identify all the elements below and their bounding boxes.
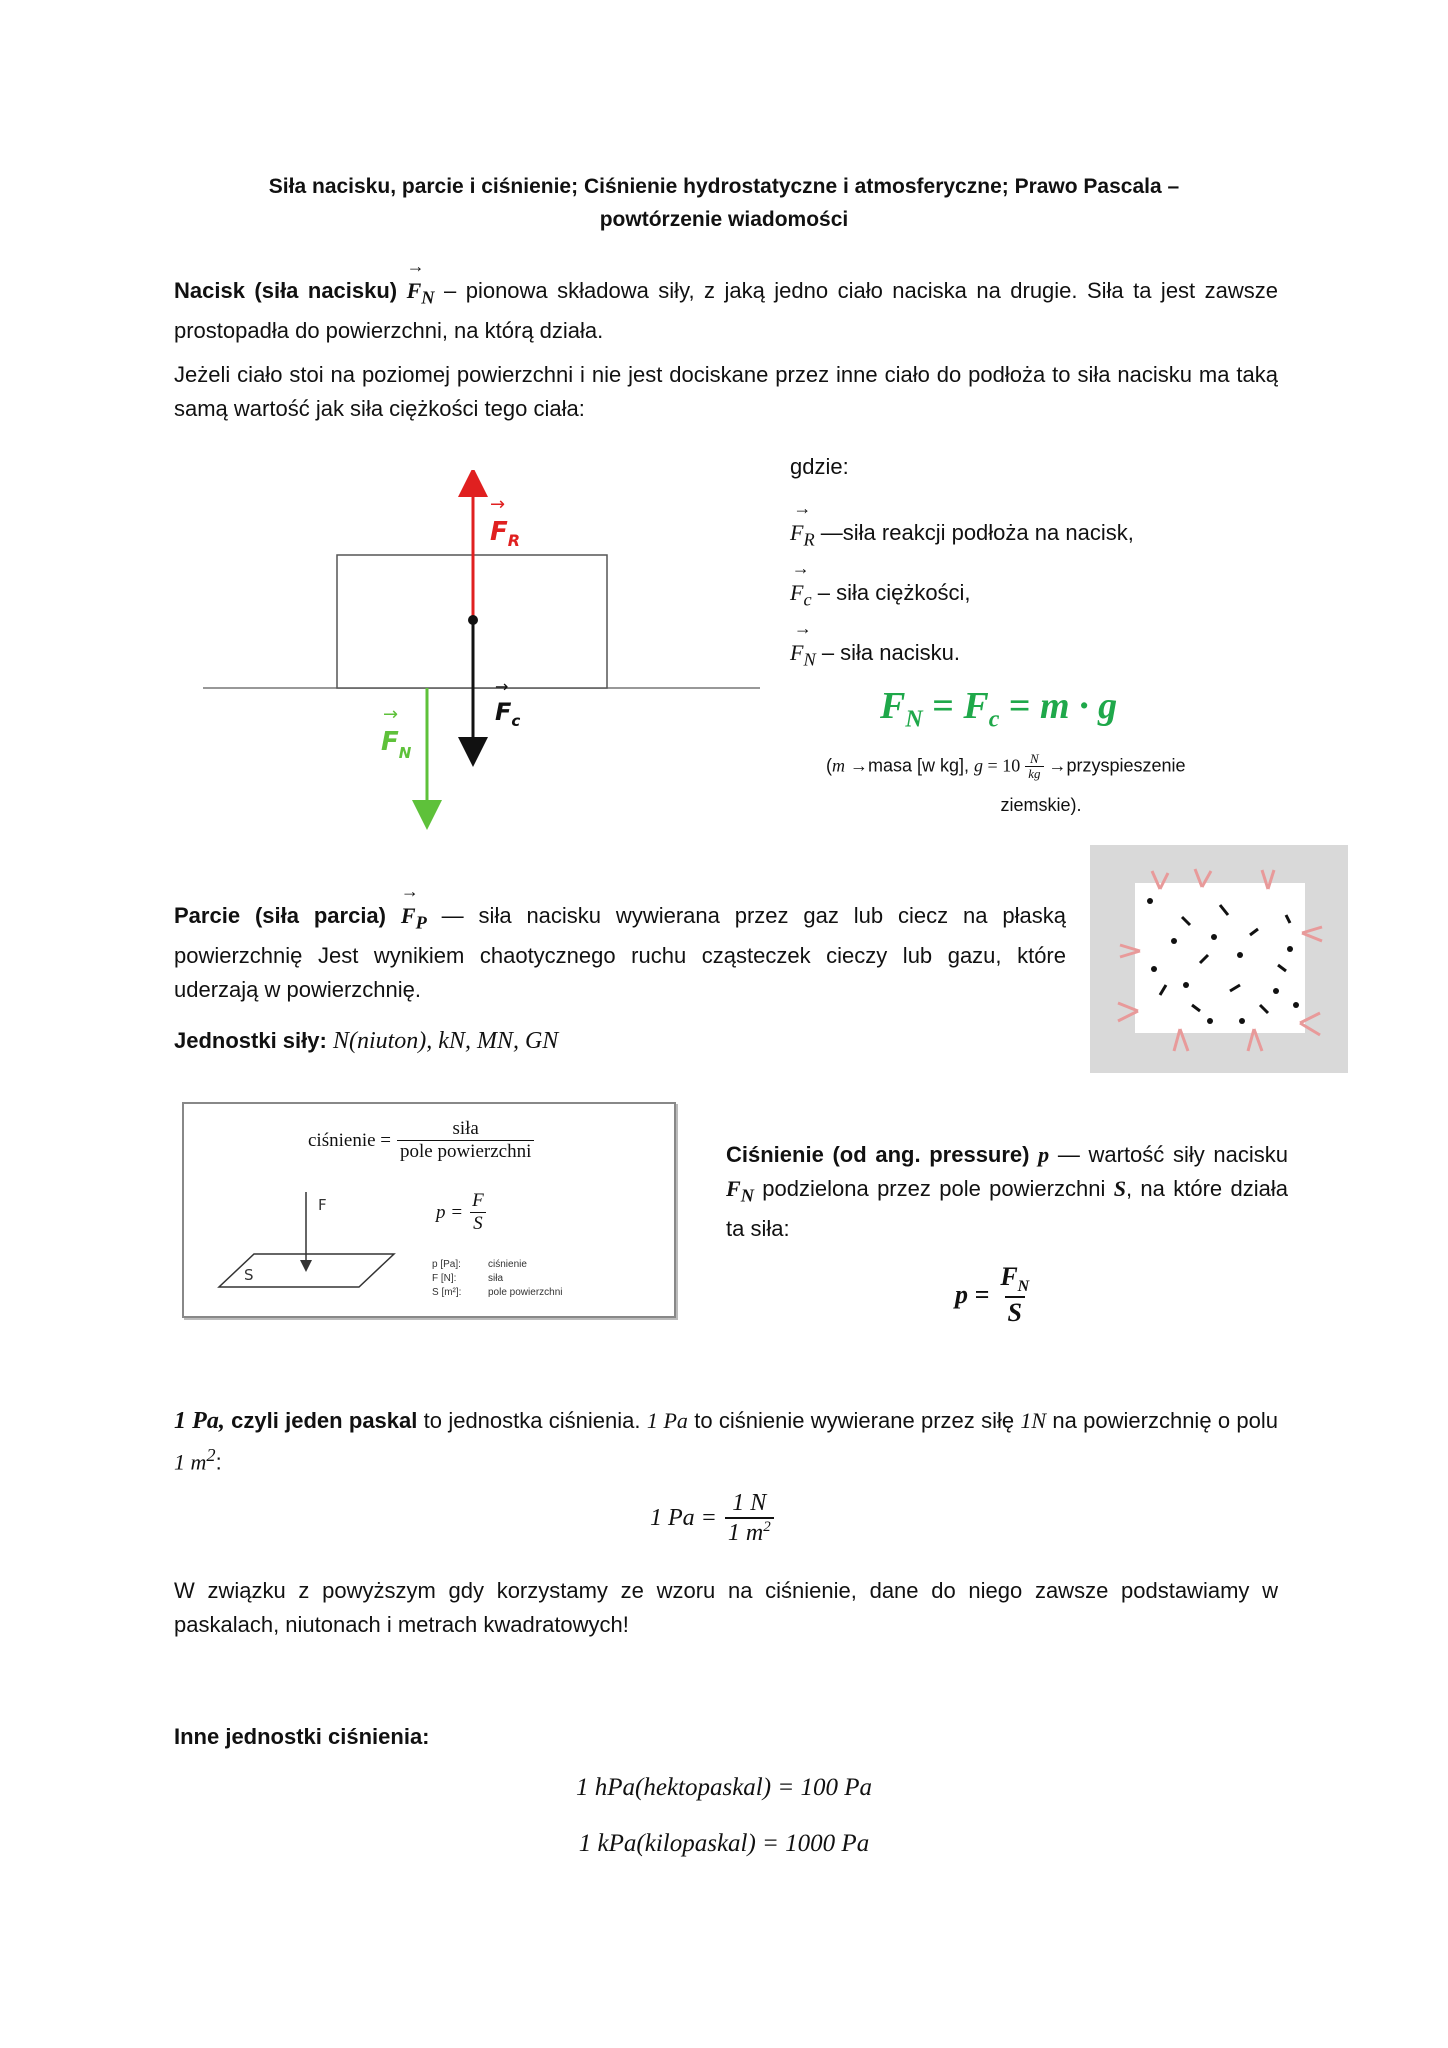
- label-fn: $F_N$: [381, 727, 412, 762]
- formula-note-line-2: ziemskie).: [1000, 795, 1082, 815]
- svg-text:F: F: [318, 1196, 327, 1214]
- nacisk-definition: [174, 268, 1278, 348]
- plane-with-force: [214, 1184, 414, 1294]
- legend-item-fc: → $F_c$ – siła ciężkości,: [790, 570, 971, 616]
- parcie-term: Parcie (siła parcia): [174, 903, 386, 928]
- other-units-heading: Inne jednostki ciśnienia:: [174, 1724, 430, 1749]
- pressure-formula: p = $\frac{F_N}{S}$: [955, 1262, 1030, 1328]
- page-title-line-1: Siła nacisku, parcie i ciśnienie; Ciśnienie hydrostatyczne i atmosferyczne; Prawo Pascala –: [268, 175, 1180, 198]
- parcie-definition: [174, 893, 1066, 1007]
- nacisk-paragraph-2: Jeżeli ciało stoi na poziomej powierzchni i nie jest dociskane przez inne ciało do podłoża to siła nacisku ma taką samą wartość jak siła ciężkości tego ciała:: [174, 362, 1278, 421]
- force-diagram: [195, 470, 775, 830]
- pressure-diagram: [182, 1102, 676, 1318]
- force-units-label: Jednostki siły:: [174, 1028, 327, 1053]
- pressure-word-formula: ciśnienie = $\frac{\text{siła}}{\text{pole powierzchni}}$: [308, 1118, 534, 1163]
- pressure-legend: p [Pa]: ciśnienie F [N]: siła S [m²]: pole powierzchni: [432, 1259, 563, 1298]
- other-units-hpa: 1 hPa(hektopaskal) = 100 Pa: [576, 1774, 872, 1801]
- pascal-definition: 1 Pa, czyli jeden paskal to jednostka ciśnienia. 1 Pa to ciśnienie wywierane przez siłę 1N na powierzchnię o polu 1 $m^2$:: [174, 1408, 1278, 1475]
- nacisk-definition-text: – pionowa składowa siły, z jaką jedno ciało naciska na drugie. Siła ta jest zawsze prostopadła do powierzchni, na którą działa.: [174, 278, 1278, 344]
- force-units: [174, 1024, 558, 1058]
- label-fr: $F_R$: [490, 517, 521, 550]
- force-units-values: N(niuton), kN, MN, GN: [332, 1028, 559, 1054]
- parcie-symbol: → $F_P$: [401, 893, 427, 939]
- svg-text:→: →: [495, 677, 509, 696]
- formula-note: (m →masa [w kg], g = 10 $\frac{N}{kg}$ →przyspieszenie: [826, 751, 1186, 781]
- nacisk-term: Nacisk (siła nacisku): [174, 278, 398, 303]
- main-formula: $F_N = F_c = m \cdot g$: [880, 685, 1118, 733]
- legend-item-fn: → $F_N$ – siła nacisku.: [790, 630, 960, 676]
- legend-gdzie: gdzie:: [790, 454, 849, 479]
- legend-item-fr: → $F_R$ —siła reakcji podłoża na nacisk,: [790, 510, 1134, 556]
- page-title-line-2: powtórzenie wiadomości: [599, 208, 849, 231]
- svg-text:S: S: [244, 1266, 254, 1284]
- other-units-kpa: 1 kPa(kilopaskal) = 1000 Pa: [578, 1830, 870, 1857]
- gas-particles-illustration: [1090, 845, 1348, 1073]
- cisnienie-definition: Ciśnienie (od ang. pressure) p — wartość siły nacisku $F_N$ podzielona przez pole powierzchni S, na które działa ta siła:: [726, 1142, 1288, 1242]
- svg-text:→: →: [383, 704, 399, 725]
- zwiazek-paragraph: W związku z powyższym gdy korzystamy ze wzoru na ciśnienie, dane do niego zawsze podstawiamy w paskalach, niutonach i metrach kwadratowych!: [174, 1578, 1278, 1637]
- nacisk-symbol: → $F_N$: [407, 268, 435, 314]
- label-fc: $F_c$: [495, 698, 521, 730]
- cisnienie-term: Ciśnienie (od ang. pressure): [726, 1142, 1030, 1167]
- pressure-symbol-formula: p = $\frac{F}{S}$: [436, 1190, 484, 1234]
- page-title: [150, 170, 1298, 236]
- parcie-definition-text: — siła nacisku wywierana przez gaz lub ciecz na płaską powierzchnię Jest wynikiem chaotycznego ruchu cząsteczek cieczy lub gazu, które uderzają w powierzchnię.: [174, 903, 1066, 1003]
- svg-text:→: →: [490, 494, 506, 515]
- pascal-formula: 1 Pa = $\frac{1 N}{1 m^2}$: [650, 1490, 774, 1547]
